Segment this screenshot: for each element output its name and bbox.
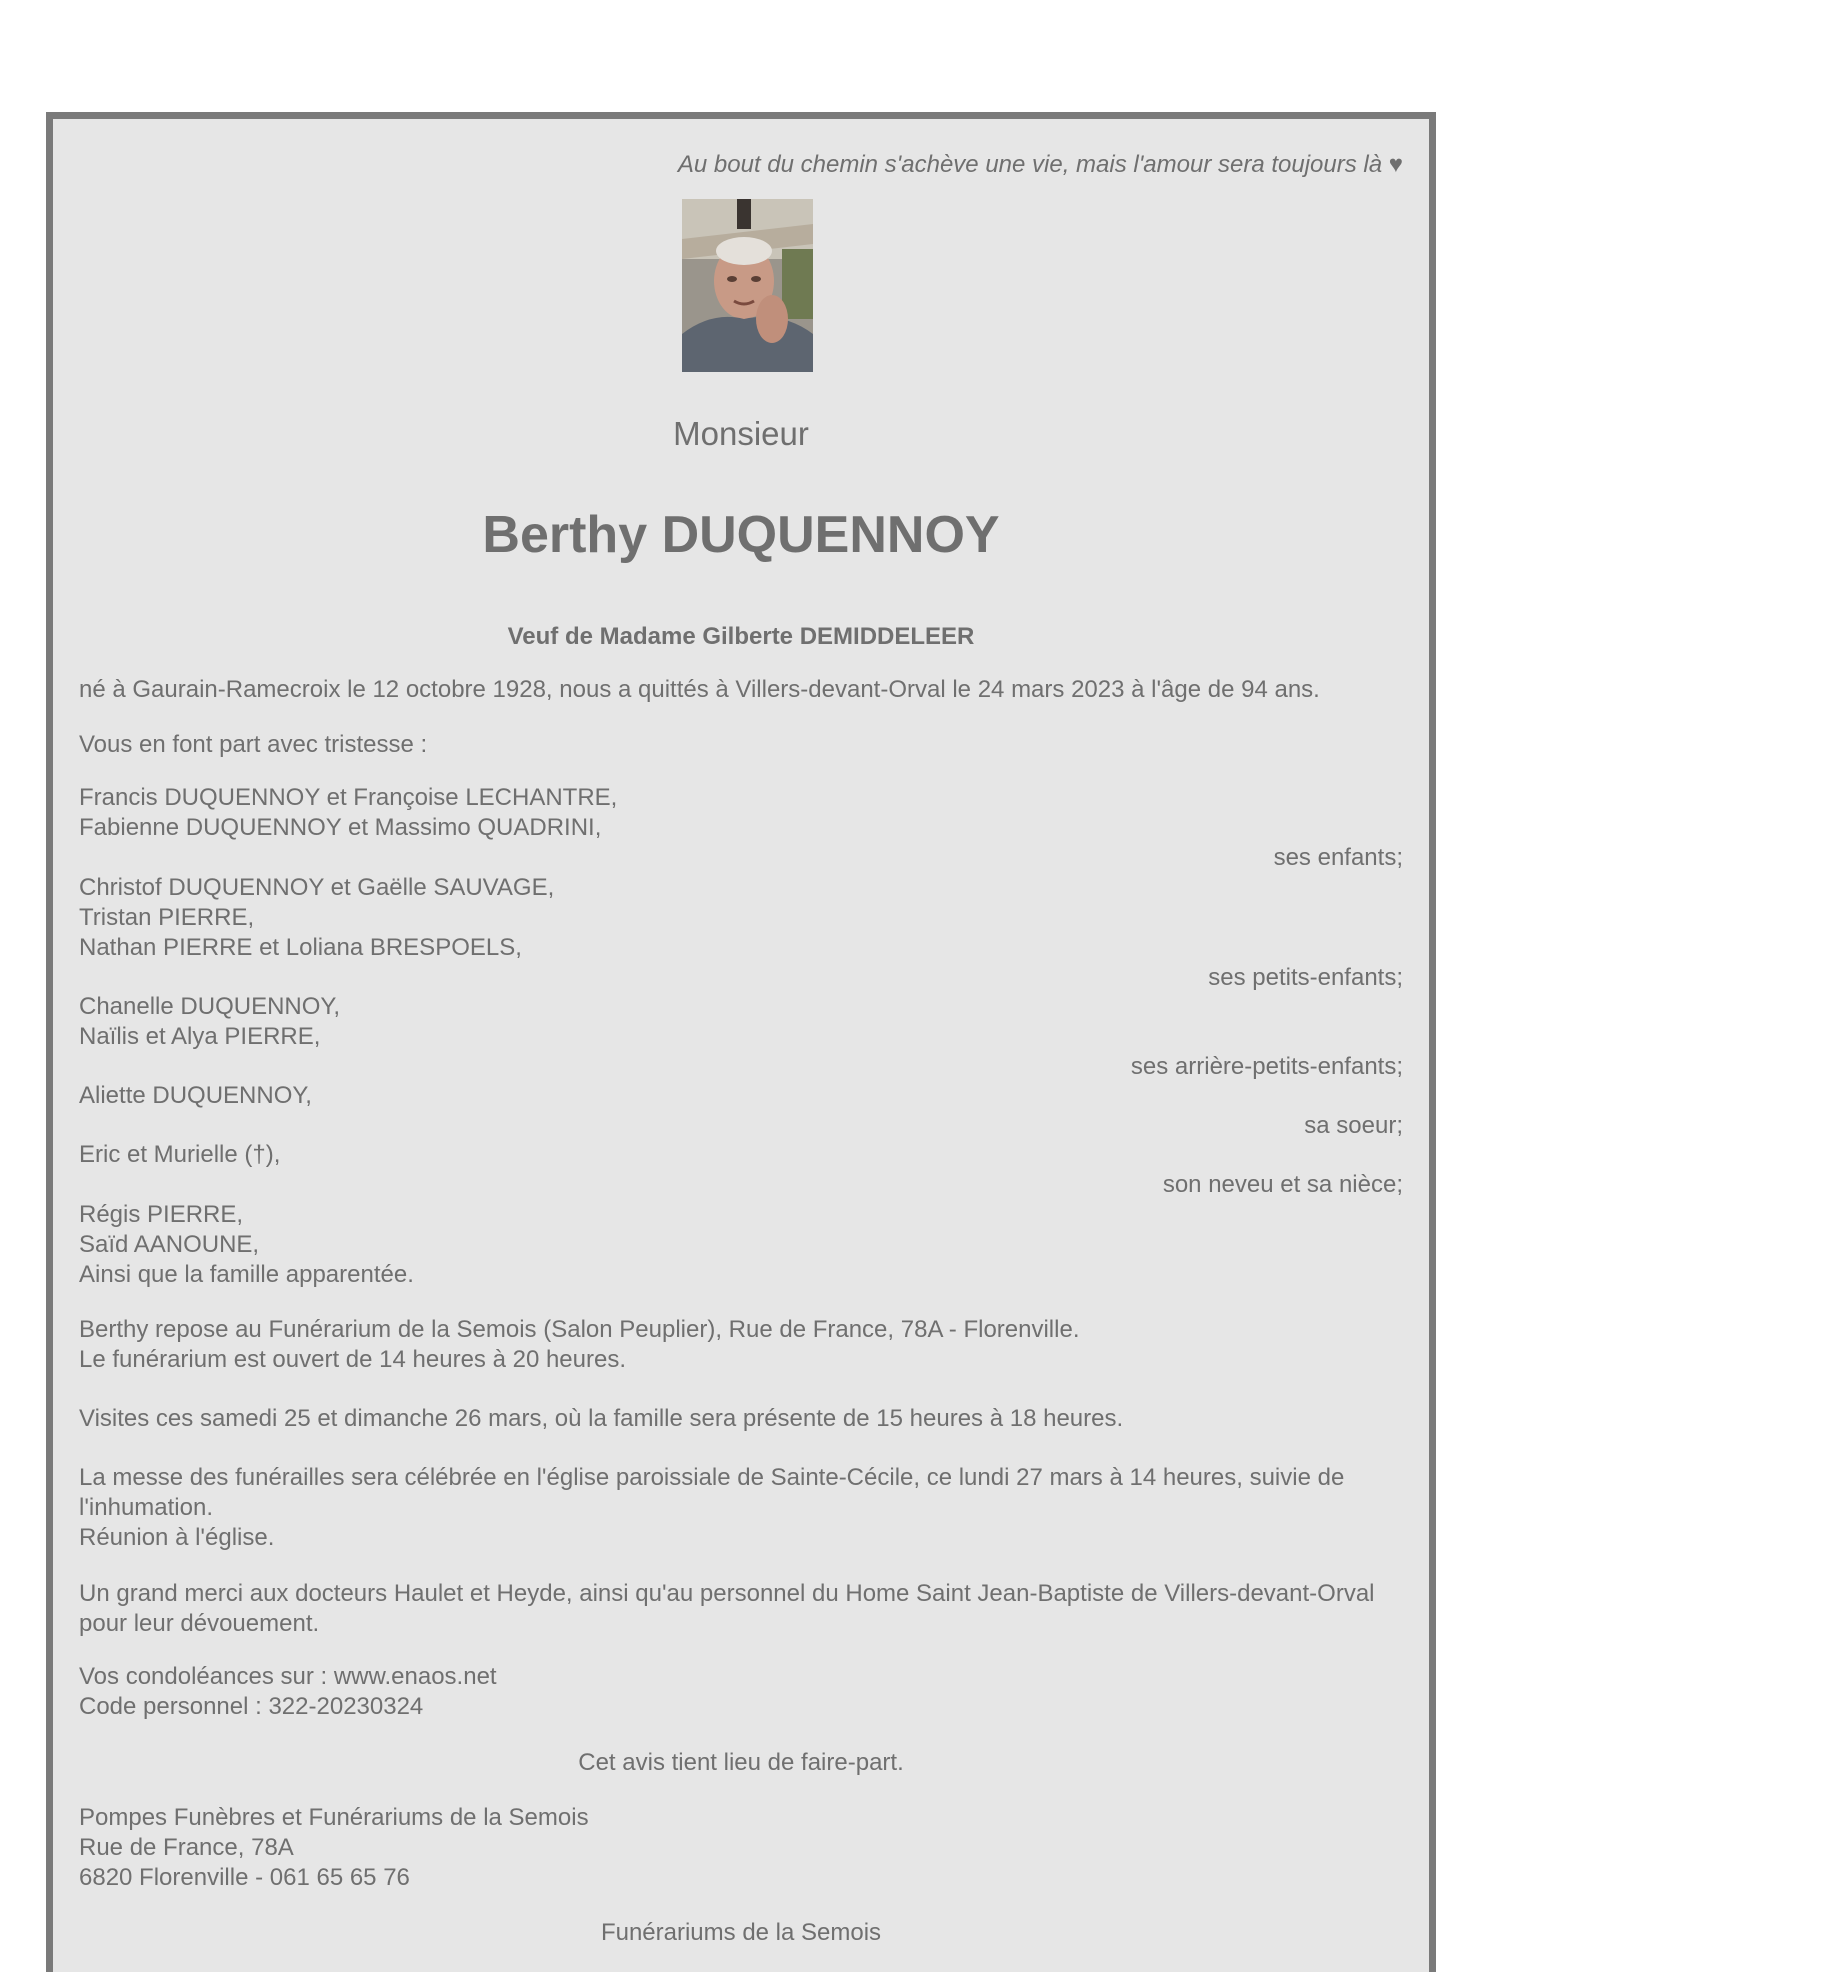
announcement-intro: Vous en font part avec tristesse :: [79, 731, 428, 758]
family-member: Régis PIERRE,: [79, 1201, 244, 1228]
family-member: Aliette DUQUENNOY,: [79, 1082, 312, 1109]
deceased-name: Berthy DUQUENNOY: [482, 506, 1000, 564]
family-member: Nathan PIERRE et Loliana BRESPOELS,: [79, 934, 522, 961]
funeral-home-street: Rue de France, 78A: [79, 1834, 294, 1861]
family-member: Chanelle DUQUENNOY,: [79, 993, 340, 1020]
obituary-card: [46, 112, 1436, 1972]
footer-signature: Funérariums de la Semois: [600, 1919, 882, 1946]
visits-info: Visites ces samedi 25 et dimanche 26 mars, où la famille sera présente de 15 heures à 18 heures.: [79, 1405, 1124, 1432]
epitaph-quote: Au bout du chemin s'achève une vie, mais l'amour sera toujours là ♥: [677, 151, 1403, 178]
family-member: Francis DUQUENNOY et Françoise LECHANTRE,: [79, 784, 618, 811]
funeral-home-name: Pompes Funèbres et Funérariums de la Semois: [79, 1804, 589, 1831]
widow-line: Veuf de Madame Gilberte DEMIDDELEER: [507, 623, 975, 650]
portrait-photo: [682, 199, 813, 372]
thanks-message: Un grand merci aux docteurs Haulet et Heyde, ainsi qu'au personnel du Home Saint Jean-Baptiste de Villers-devant-Orval pour leur dévouement.: [79, 1580, 1375, 1637]
salutation: Monsieur: [673, 415, 809, 452]
relation-label: ses petits-enfants;: [1208, 964, 1403, 991]
family-member: Eric et Murielle (†),: [79, 1141, 281, 1168]
mass-info: La messe des funérailles sera célébrée en l'église paroissiale de Sainte-Cécile, ce lundi 27 mars à 14 heures, suivie de l'inhumation.: [79, 1464, 1345, 1521]
repose-info: Berthy repose au Funérarium de la Semois (Salon Peuplier), Rue de France, 78A - Florenville.: [79, 1316, 1080, 1343]
funeral-home-city-phone: 6820 Florenville - 061 65 65 76: [79, 1864, 410, 1891]
birth-death-line: né à Gaurain-Ramecroix le 12 octobre 1928, nous a quittés à Villers-devant-Orval le 24 mars 2023 à l'âge de 94 ans.: [79, 676, 1320, 703]
personal-code: Code personnel : 322-20230324: [79, 1693, 424, 1720]
relation-label: son neveu et sa nièce;: [1162, 1171, 1403, 1198]
relation-label: sa soeur;: [1304, 1112, 1403, 1139]
family-member: Fabienne DUQUENNOY et Massimo QUADRINI,: [79, 814, 602, 841]
funerarium-hours: Le funérarium est ouvert de 14 heures à 20 heures.: [79, 1346, 627, 1373]
family-member: Saïd AANOUNE,: [79, 1231, 260, 1258]
relation-label: ses enfants;: [1273, 844, 1403, 871]
meeting-info: Réunion à l'église.: [79, 1524, 275, 1551]
family-member: Christof DUQUENNOY et Gaëlle SAUVAGE,: [79, 874, 555, 901]
condolences-link: Vos condoléances sur : www.enaos.net: [79, 1663, 497, 1690]
family-member: Tristan PIERRE,: [79, 904, 255, 931]
relation-label: ses arrière-petits-enfants;: [1130, 1053, 1403, 1080]
notice-line: Cet avis tient lieu de faire-part.: [578, 1749, 904, 1776]
family-member: Ainsi que la famille apparentée.: [79, 1261, 414, 1288]
family-member: Naïlis et Alya PIERRE,: [79, 1023, 321, 1050]
